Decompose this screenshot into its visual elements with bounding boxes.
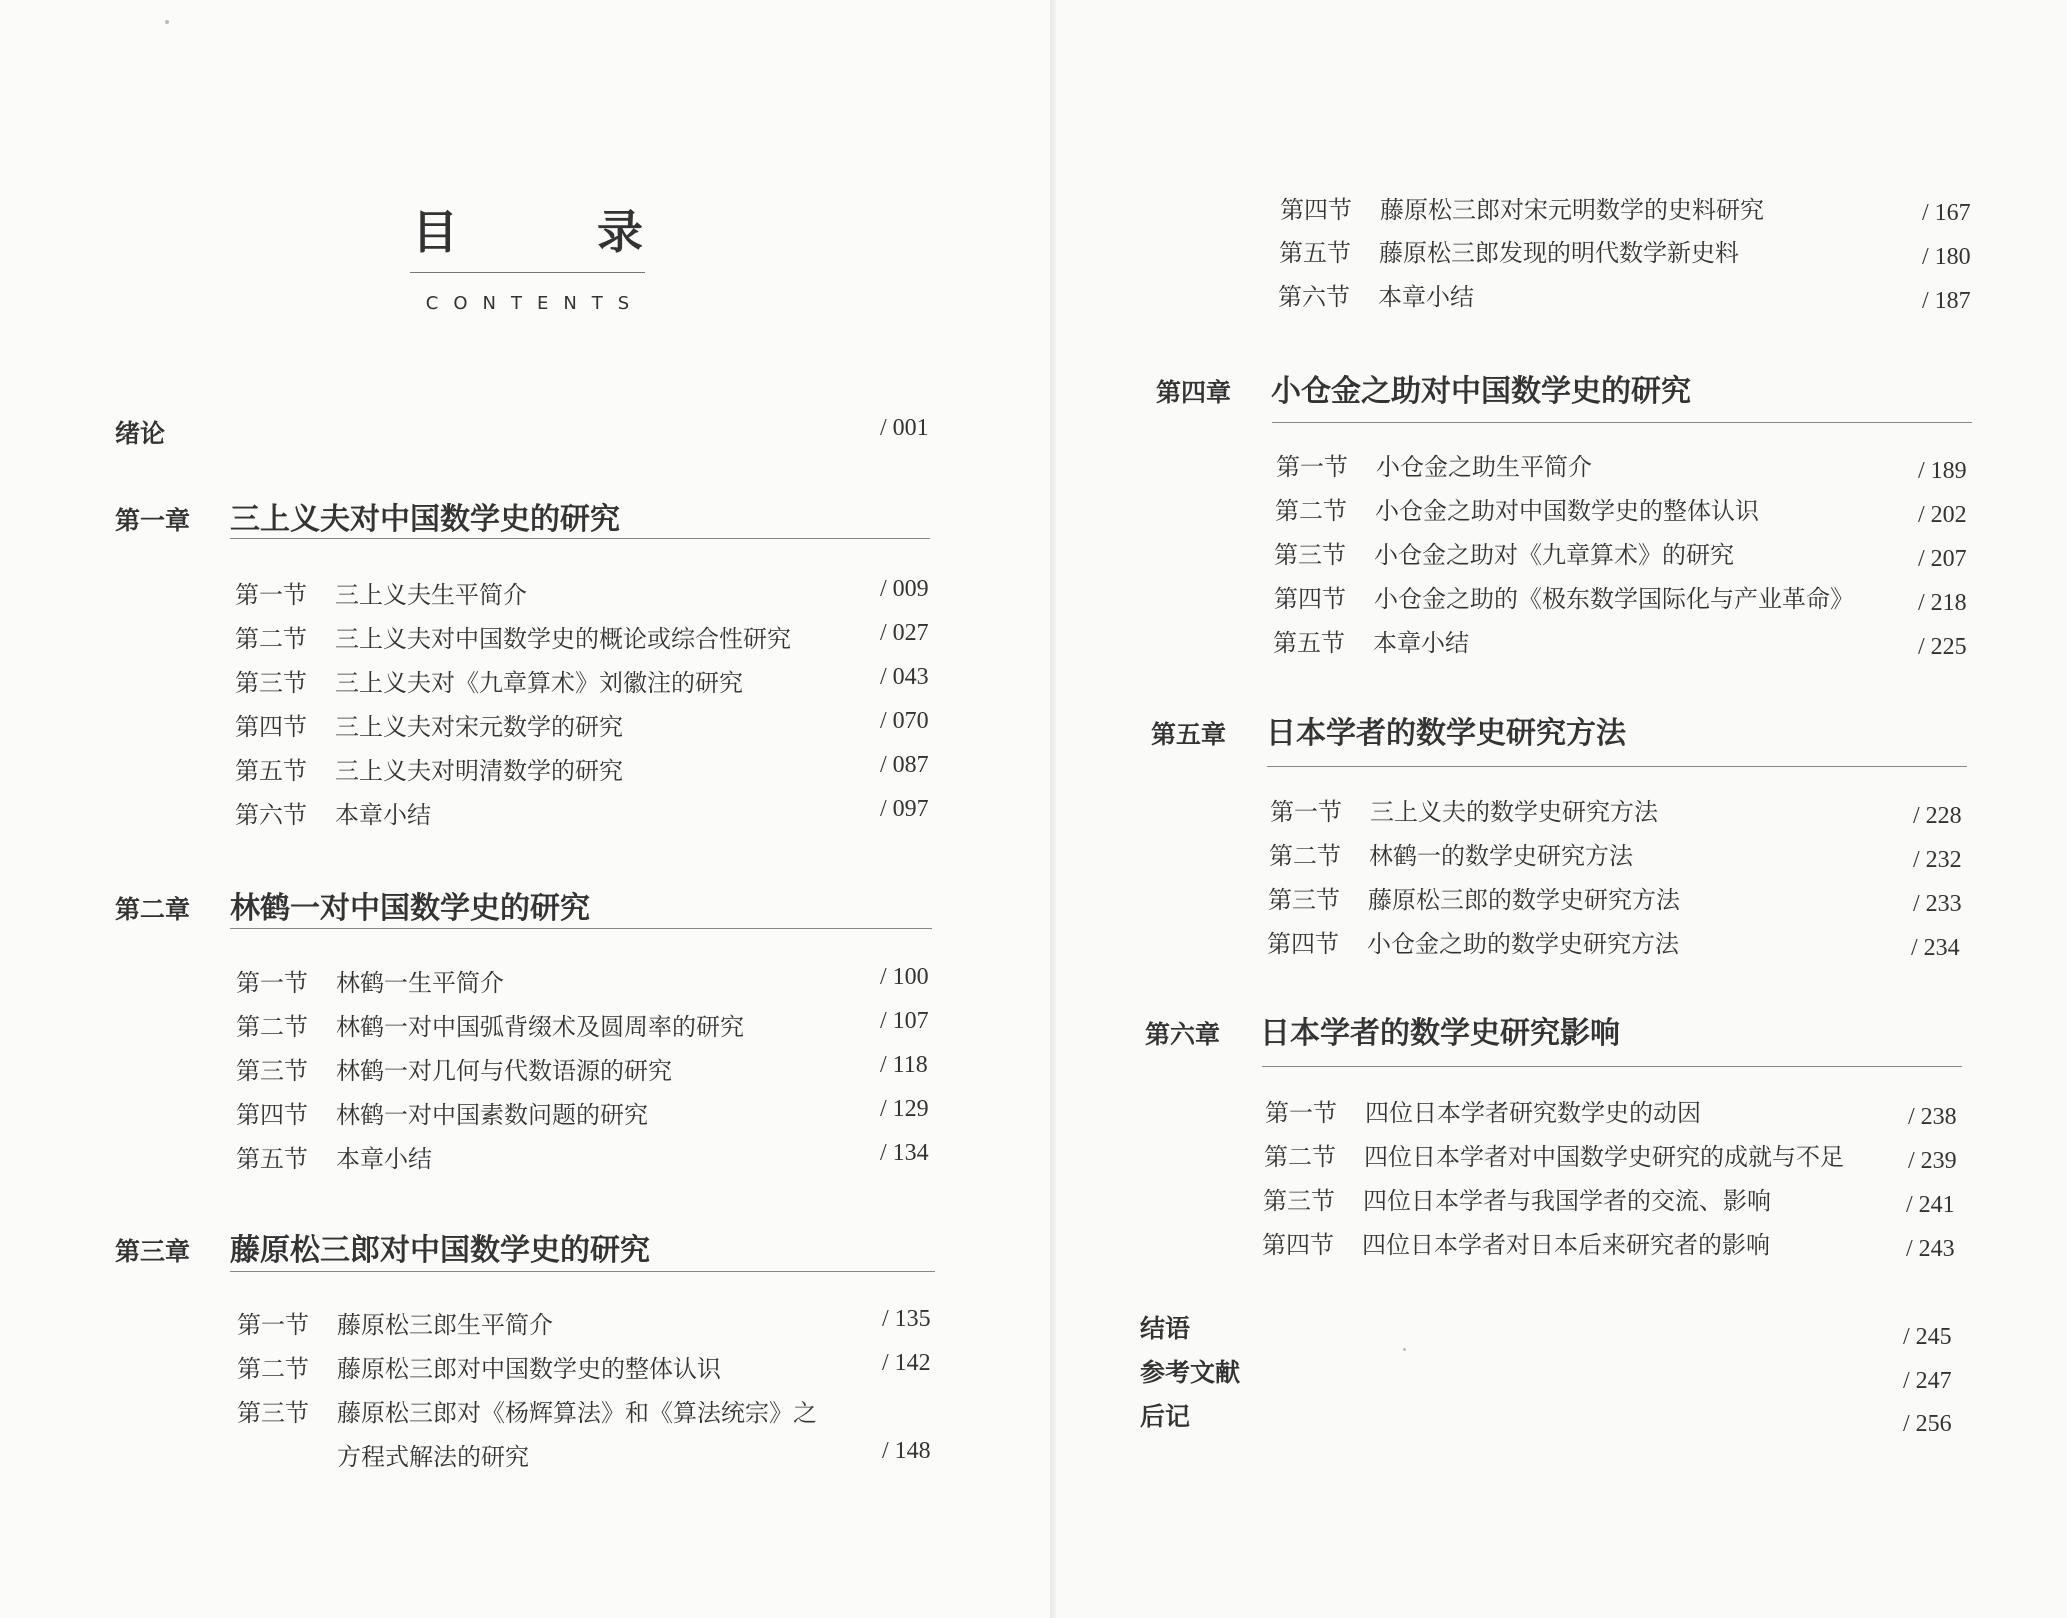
- ch3-section-6[interactable]: [1278, 277, 1474, 312]
- chapter-title: 三上义夫对中国数学史的研究: [230, 502, 620, 537]
- chapter-label: 第三章: [115, 1237, 191, 1266]
- ch1-section-4[interactable]: [235, 707, 623, 742]
- chapter-5-heading[interactable]: [1151, 708, 1626, 752]
- section-page: / 148: [882, 1438, 931, 1464]
- back-matter-page: / 245: [1903, 1324, 1952, 1350]
- section-label: 第三节: [236, 1057, 308, 1085]
- section-title: 藤原松三郎的数学史研究方法: [1368, 886, 1680, 914]
- toc-subtitle: CONTENTS: [425, 293, 645, 314]
- section-title: 藤原松三郎对宋元明数学的史料研究: [1380, 196, 1764, 224]
- ch6-section-1[interactable]: [1265, 1093, 1701, 1128]
- section-page: / 100: [880, 964, 929, 990]
- section-title: 小仓金之助对《九章算术》的研究: [1374, 541, 1734, 569]
- section-page: / 239: [1908, 1148, 1957, 1174]
- section-page: / 135: [882, 1306, 931, 1332]
- section-page: / 233: [1913, 891, 1962, 917]
- section-page: / 070: [880, 708, 929, 734]
- ch6-section-3[interactable]: [1263, 1181, 1771, 1216]
- section-label: 第五节: [235, 757, 307, 785]
- section-page: / 225: [1918, 634, 1967, 660]
- intro-label: 绪论: [115, 419, 166, 448]
- section-page: / 118: [880, 1052, 928, 1078]
- section-title: 藤原松三郎对中国数学史的整体认识: [337, 1355, 721, 1383]
- ch1-section-1[interactable]: [235, 575, 527, 610]
- ch2-section-3[interactable]: [236, 1051, 672, 1086]
- section-label: 第一节: [235, 581, 307, 609]
- section-title: 三上义夫对中国数学史的概论或综合性研究: [335, 625, 791, 653]
- ch3-section-5[interactable]: [1279, 233, 1739, 268]
- ch5-section-4[interactable]: [1267, 924, 1679, 959]
- ch3-section-2[interactable]: [237, 1349, 721, 1384]
- chapter-label: 第一章: [115, 506, 191, 535]
- section-title: 小仓金之助对中国数学史的整体认识: [1375, 497, 1759, 525]
- section-page: / 129: [880, 1096, 929, 1122]
- section-title: 本章小结: [1378, 283, 1474, 311]
- ch2-section-4[interactable]: [236, 1095, 648, 1130]
- section-label: 第三节: [1274, 541, 1346, 569]
- section-label: 第二节: [1269, 842, 1341, 870]
- section-label: 第五节: [236, 1145, 308, 1173]
- section-page: / 202: [1918, 502, 1967, 528]
- section-title: 小仓金之助的《极东数学国际化与产业革命》: [1374, 585, 1854, 613]
- ch3-section-3-line2[interactable]: [337, 1437, 529, 1472]
- section-title: 三上义夫的数学史研究方法: [1370, 798, 1658, 826]
- back-matter-label: 后记: [1140, 1402, 1191, 1431]
- toc-title-block: [410, 196, 645, 314]
- section-page: / 142: [882, 1350, 931, 1376]
- scan-speck: [165, 20, 169, 24]
- section-title: 林鹤一对中国弧背缀术及圆周率的研究: [336, 1013, 744, 1041]
- section-page: / 043: [880, 664, 929, 690]
- section-label: 第五节: [1279, 239, 1351, 267]
- section-title: 三上义夫对明清数学的研究: [335, 757, 623, 785]
- chapter-label: 第四章: [1156, 378, 1232, 407]
- section-page: / 134: [880, 1140, 929, 1166]
- section-title: 四位日本学者对日本后来研究者的影响: [1362, 1231, 1770, 1259]
- chapter-4-rule: [1272, 422, 1972, 423]
- section-page: / 167: [1922, 200, 1971, 226]
- chapter-title: 藤原松三郎对中国数学史的研究: [230, 1233, 650, 1268]
- section-label: 第四节: [1267, 930, 1339, 958]
- section-label: 第六节: [1278, 283, 1350, 311]
- scan-speck: [1403, 1348, 1406, 1351]
- section-page: / 180: [1922, 244, 1971, 270]
- chapter-5-rule: [1267, 766, 1967, 767]
- section-title: 小仓金之助生平简介: [1376, 453, 1592, 481]
- section-label: 第一节: [1276, 453, 1348, 481]
- ch4-section-4[interactable]: [1274, 579, 1854, 614]
- section-label: 第三节: [1268, 886, 1340, 914]
- chapter-4-heading[interactable]: [1156, 366, 1691, 410]
- section-page: / 207: [1918, 546, 1967, 572]
- section-label: 第一节: [236, 969, 308, 997]
- ch2-section-5[interactable]: [236, 1139, 432, 1174]
- ch2-section-1[interactable]: [236, 963, 504, 998]
- section-title: 三上义夫对宋元数学的研究: [335, 713, 623, 741]
- section-title: 四位日本学者研究数学史的动因: [1365, 1099, 1701, 1127]
- section-title: 本章小结: [336, 1145, 432, 1173]
- section-label: 第四节: [236, 1101, 308, 1129]
- chapter-label: 第五章: [1151, 720, 1227, 749]
- section-title: 四位日本学者与我国学者的交流、影响: [1363, 1187, 1771, 1215]
- section-page: / 107: [880, 1008, 929, 1034]
- section-label: 第二节: [237, 1355, 309, 1383]
- section-page: / 232: [1913, 847, 1962, 873]
- chapter-title: 日本学者的数学史研究影响: [1260, 1016, 1620, 1051]
- section-title: 林鹤一对中国素数问题的研究: [336, 1101, 648, 1129]
- back-matter-page: / 247: [1903, 1368, 1952, 1394]
- section-page: / 187: [1922, 288, 1971, 314]
- section-label: 第四节: [1262, 1231, 1334, 1259]
- section-page: / 087: [880, 752, 929, 778]
- back-matter-label: 结语: [1140, 1314, 1191, 1343]
- section-label: 第三节: [1263, 1187, 1335, 1215]
- section-label: 第三节: [237, 1399, 309, 1427]
- ch1-section-3[interactable]: [235, 663, 743, 698]
- chapter-2-rule: [230, 928, 932, 929]
- section-page: / 027: [880, 620, 929, 646]
- section-title: 三上义夫生平简介: [335, 581, 527, 609]
- ch3-section-3[interactable]: [237, 1393, 817, 1428]
- ch2-section-2[interactable]: [236, 1007, 744, 1042]
- section-title: 林鹤一生平简介: [336, 969, 504, 997]
- chapter-6-rule: [1262, 1066, 1962, 1067]
- section-label: 第五节: [1273, 629, 1345, 657]
- toc-entry-conclusion[interactable]: [1140, 1309, 1190, 1345]
- intro-page: / 001: [880, 415, 929, 441]
- chapter-title: 小仓金之助对中国数学史的研究: [1271, 374, 1691, 409]
- chapter-6-heading[interactable]: [1145, 1008, 1620, 1052]
- ch6-section-4[interactable]: [1262, 1225, 1770, 1260]
- section-title: 三上义夫对《九章算术》刘徽注的研究: [335, 669, 743, 697]
- ch4-section-1[interactable]: [1276, 447, 1592, 482]
- chapter-3-rule: [230, 1271, 935, 1272]
- chapter-3-heading[interactable]: [115, 1225, 650, 1269]
- section-title: 藤原松三郎发现的明代数学新史料: [1379, 239, 1739, 267]
- chapter-title: 林鹤一对中国数学史的研究: [230, 891, 590, 926]
- section-label: 第一节: [1265, 1099, 1337, 1127]
- section-label: 第一节: [1270, 798, 1342, 826]
- section-label: 第六节: [235, 801, 307, 829]
- section-title: 四位日本学者对中国数学史研究的成就与不足: [1364, 1143, 1844, 1171]
- chapter-2-heading[interactable]: [115, 883, 590, 927]
- chapter-title: 日本学者的数学史研究方法: [1266, 716, 1626, 751]
- section-page: / 009: [880, 576, 929, 602]
- ch5-section-2[interactable]: [1269, 836, 1633, 871]
- back-matter-page: / 256: [1903, 1411, 1952, 1437]
- section-title: 林鹤一对几何与代数语源的研究: [336, 1057, 672, 1085]
- section-page: / 189: [1918, 458, 1967, 484]
- ch1-section-2[interactable]: [235, 619, 791, 654]
- chapter-1-rule: [230, 538, 930, 539]
- section-label: 第四节: [1274, 585, 1346, 613]
- toc-entry-references[interactable]: [1140, 1353, 1240, 1389]
- section-page: / 234: [1911, 935, 1960, 961]
- section-page: / 228: [1913, 803, 1962, 829]
- chapter-1-heading[interactable]: [115, 494, 620, 538]
- section-title: 本章小结: [1373, 629, 1469, 657]
- section-title-continued: 方程式解法的研究: [337, 1443, 529, 1471]
- ch6-section-2[interactable]: [1264, 1137, 1844, 1172]
- section-label: 第三节: [235, 669, 307, 697]
- section-page: / 238: [1908, 1104, 1957, 1130]
- ch4-section-2[interactable]: [1275, 491, 1759, 526]
- section-label: 第一节: [237, 1311, 309, 1339]
- section-title: 藤原松三郎对《杨辉算法》和《算法统宗》之: [337, 1399, 817, 1427]
- section-page: / 097: [880, 796, 929, 822]
- section-title: 小仓金之助的数学史研究方法: [1367, 930, 1679, 958]
- section-title: 本章小结: [335, 801, 431, 829]
- ch5-section-1[interactable]: [1270, 792, 1658, 827]
- toc-title: [410, 196, 645, 262]
- section-page: / 243: [1906, 1236, 1955, 1262]
- toc-entry-afterword[interactable]: [1140, 1397, 1190, 1433]
- section-label: 第四节: [1280, 196, 1352, 224]
- chapter-label: 第六章: [1145, 1020, 1221, 1049]
- ch3-section-4[interactable]: [1280, 190, 1764, 225]
- back-matter-label: 参考文献: [1140, 1358, 1241, 1387]
- toc-entry-intro[interactable]: [115, 414, 165, 450]
- ch4-section-3[interactable]: [1274, 535, 1734, 570]
- ch1-section-6[interactable]: [235, 795, 431, 830]
- ch3-section-1[interactable]: [237, 1305, 553, 1340]
- toc-title-char-1: 目: [412, 205, 458, 259]
- ch4-section-5[interactable]: [1273, 623, 1469, 658]
- section-label: 第二节: [236, 1013, 308, 1041]
- section-page: / 241: [1906, 1192, 1955, 1218]
- chapter-label: 第二章: [115, 895, 191, 924]
- ch1-section-5[interactable]: [235, 751, 623, 786]
- section-label: 第二节: [1275, 497, 1347, 525]
- section-label: 第四节: [235, 713, 307, 741]
- section-title: 藤原松三郎生平简介: [337, 1311, 553, 1339]
- title-rule: [410, 272, 645, 273]
- section-label: 第二节: [1264, 1143, 1336, 1171]
- section-label: 第二节: [235, 625, 307, 653]
- section-page: / 218: [1918, 590, 1967, 616]
- ch5-section-3[interactable]: [1268, 880, 1680, 915]
- section-title: 林鹤一的数学史研究方法: [1369, 842, 1633, 870]
- toc-title-char-2: 录: [597, 205, 643, 259]
